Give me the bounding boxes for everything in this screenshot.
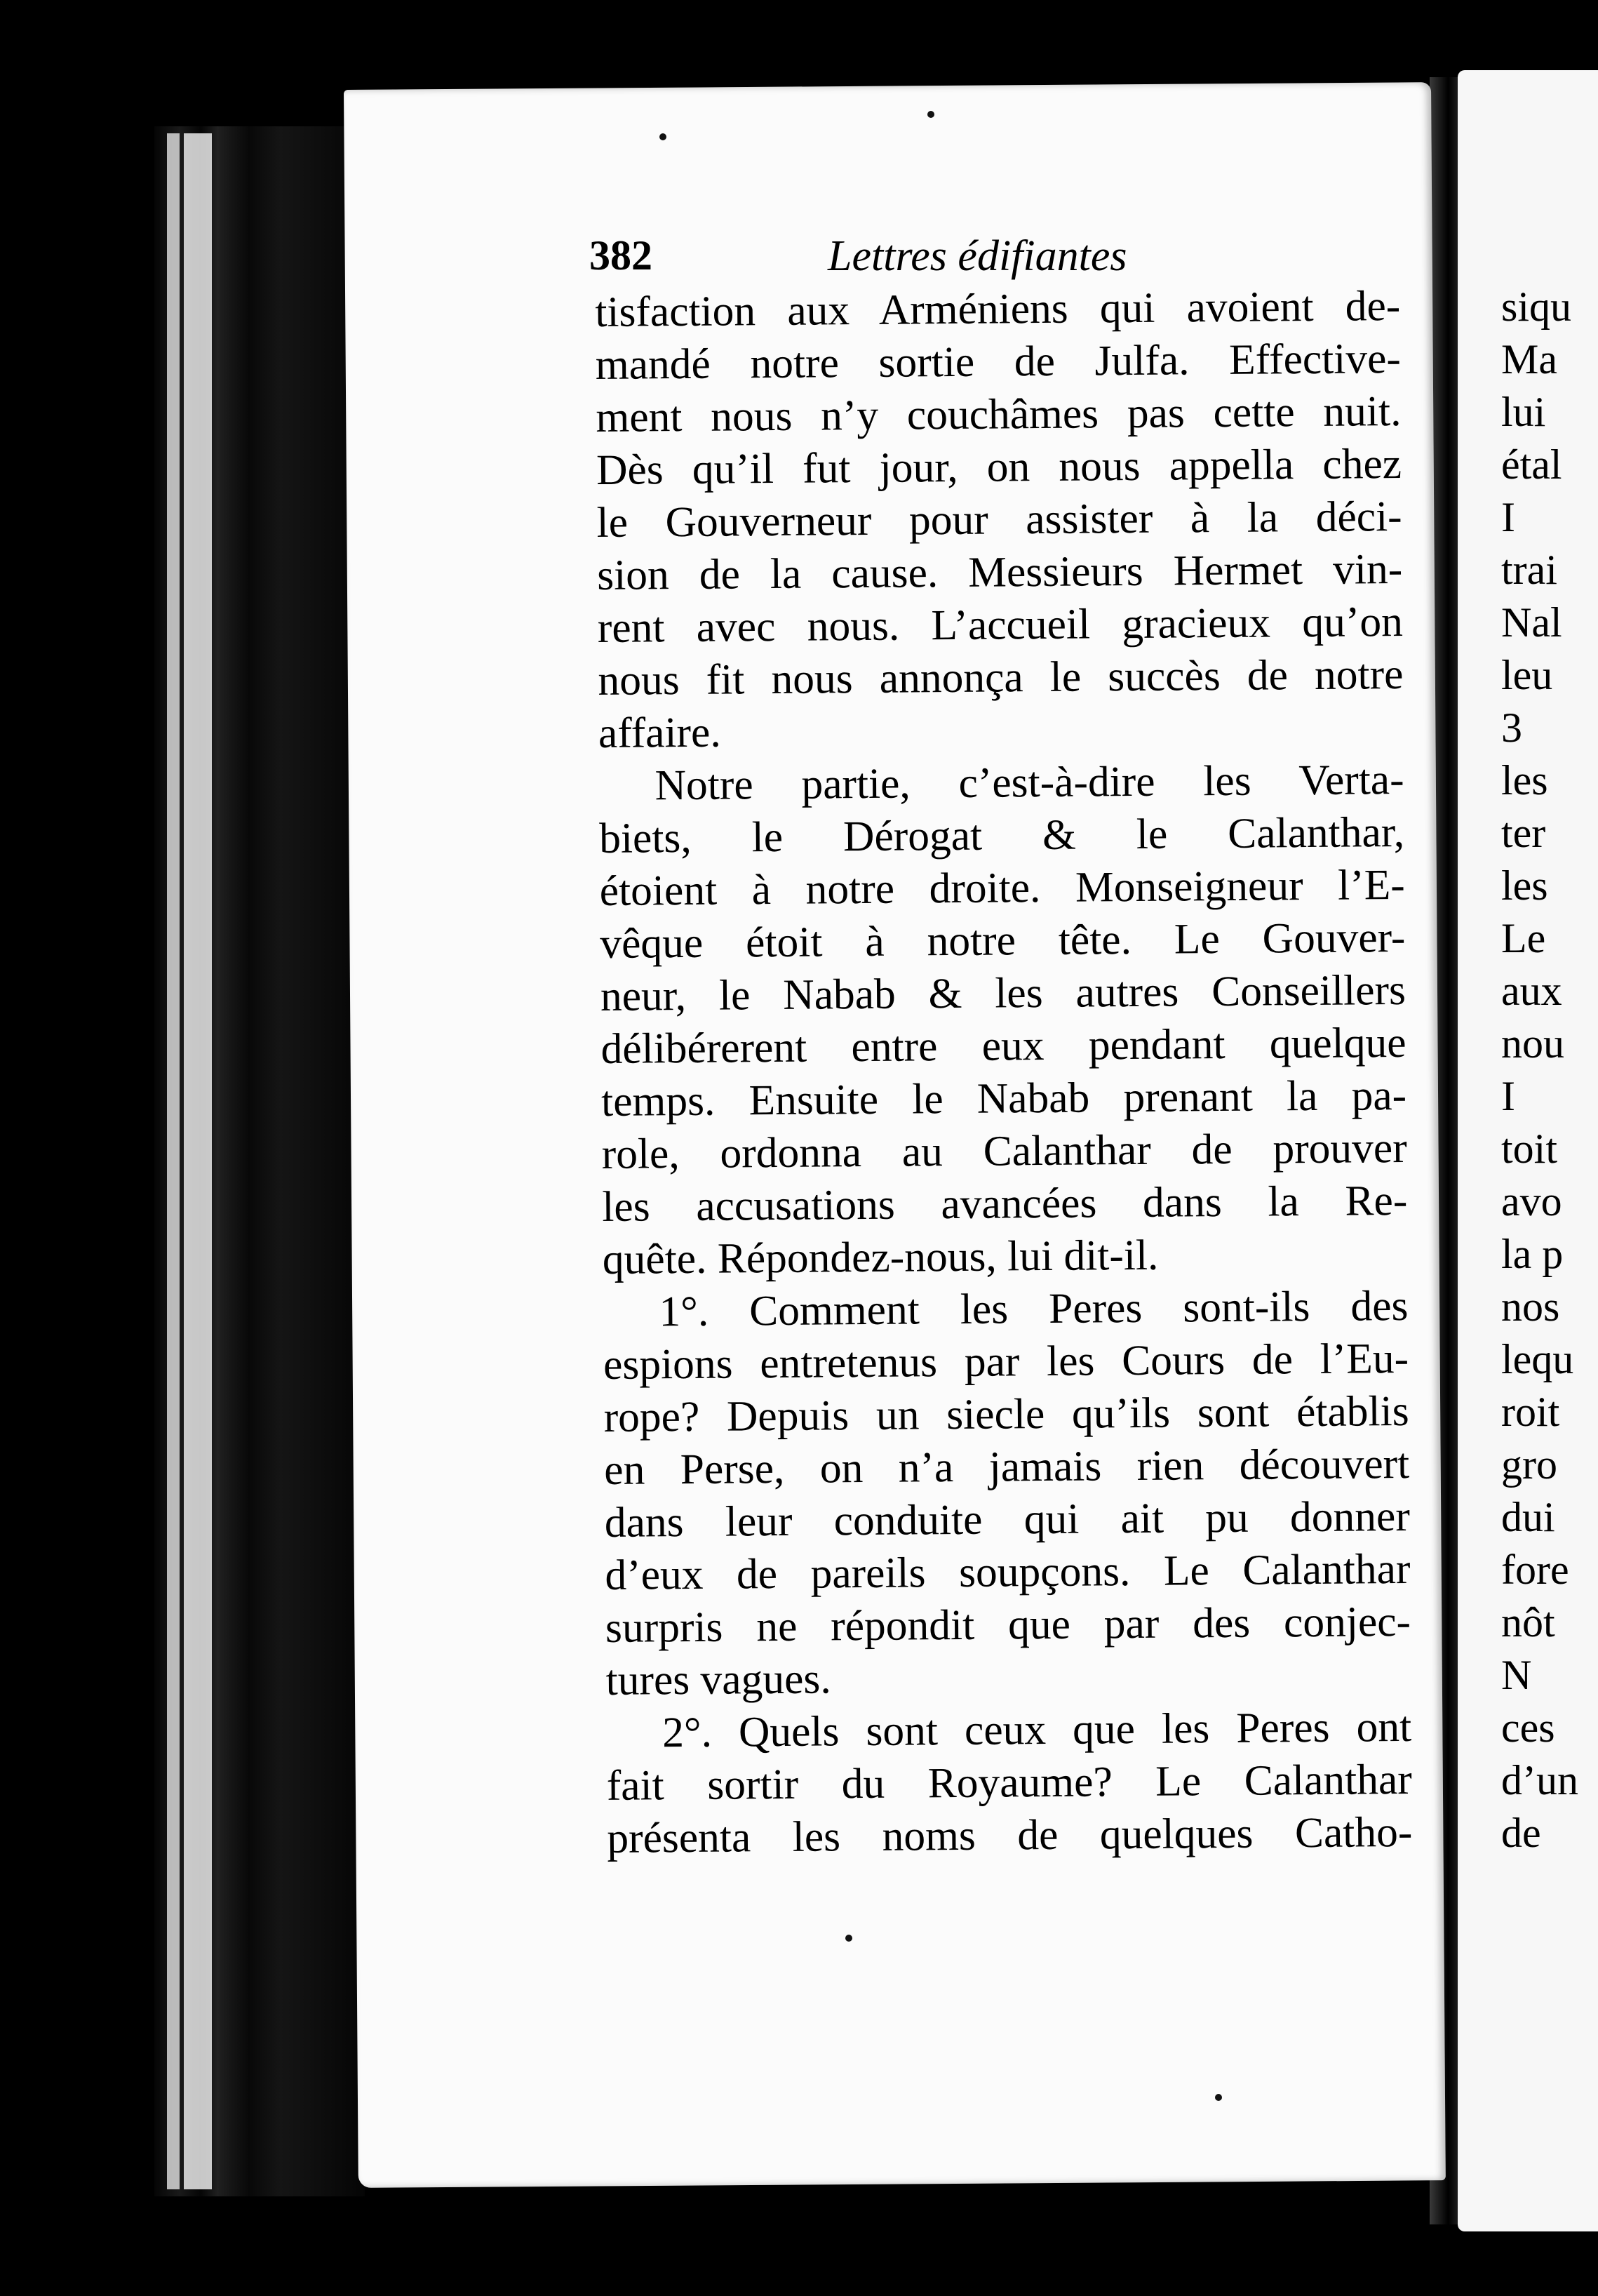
page-number: 382 (589, 232, 652, 279)
facing-page-fragment: aux (1501, 968, 1562, 1014)
text-line: le Gouverneur pour assister à la déci- (596, 492, 1402, 547)
text-line: ment nous n’y couchâmes pas cette nuit. (596, 387, 1402, 441)
facing-page-fragment: roit (1501, 1389, 1560, 1435)
text-line: les accusations avancées dans la Re- (602, 1176, 1408, 1231)
text-line: biets, le Dérogat & le Calanthar, (598, 808, 1405, 862)
facing-page-fragment: toit (1501, 1126, 1558, 1172)
text-line: fait sortir du Royaume? Le Calanthar (606, 1755, 1413, 1810)
facing-page-fragment: Ma (1501, 336, 1557, 382)
facing-page-fragment: fore (1501, 1547, 1569, 1593)
text-line: tures vagues. (605, 1655, 831, 1704)
facing-page-fragment: trai (1501, 547, 1557, 593)
facing-page-fragment: Le (1501, 915, 1546, 961)
text-line: 1°. Comment les Peres sont-ils des (659, 1281, 1409, 1336)
facing-page-fragment: avo (1501, 1178, 1562, 1224)
text-line: nous fit nous annonça le succès de notre (598, 650, 1404, 705)
text-line: Notre partie, c’est-à-dire les Verta- (654, 755, 1404, 810)
facing-page-fragment: ces (1501, 1704, 1555, 1751)
text-line: surpris ne répondit que par des conjec- (605, 1597, 1411, 1652)
text-line: tisfaction aux Arméniens qui avoient de- (595, 281, 1401, 336)
text-line: d’eux de pareils soupçons. Le Calanthar (605, 1544, 1411, 1599)
facing-page-fragment: I (1501, 494, 1515, 540)
text-line: présenta les noms de quelques Catho- (607, 1808, 1413, 1862)
text-line: rope? Depuis un siecle qu’ils sont établis (603, 1387, 1409, 1441)
page-edge-strip (184, 133, 212, 2189)
ink-speck (659, 133, 666, 140)
text-line: sion de la cause. Messieurs Hermet vin- (596, 545, 1403, 599)
ink-speck (927, 111, 934, 118)
text-line: rent avec nous. L’accueil gracieux qu’on (597, 597, 1404, 652)
text-line: role, ordonna au Calanthar de prouver (601, 1123, 1407, 1178)
text-line: espions entretenus par les Cours de l’Eu- (603, 1334, 1409, 1389)
page-body-text (595, 280, 1413, 1865)
text-line: mandé notre sortie de Julfa. Effective- (595, 334, 1402, 389)
text-line: 2°. Quels sont ceux que les Peres ont (662, 1702, 1412, 1757)
facing-page-fragment: étal (1501, 441, 1562, 488)
facing-page-fragment: nos (1501, 1283, 1560, 1330)
facing-page-fragment: N (1501, 1652, 1532, 1698)
facing-page-fragment: gro (1501, 1441, 1557, 1488)
facing-page-fragment: les (1501, 862, 1548, 909)
facing-page-fragment: Nal (1501, 599, 1562, 646)
facing-page-fragment: 3 (1501, 705, 1522, 751)
facing-page-fragment: ter (1501, 810, 1546, 856)
text-line: quête. Répondez-nous, lui dit-il. (602, 1231, 1159, 1283)
page-edge-strip (167, 133, 180, 2189)
facing-page-fragment: les (1501, 757, 1548, 803)
text-line: neur, le Nabab & les autres Conseillers (600, 966, 1406, 1020)
facing-page-fragment: la p (1501, 1231, 1564, 1277)
text-line: dans leur conduite qui ait pu donner (604, 1492, 1411, 1547)
facing-page-fragment: I (1501, 1073, 1515, 1119)
text-line: délibérerent entre eux pendant quelque (600, 1018, 1406, 1073)
facing-page-fragment: lui (1501, 389, 1546, 435)
text-line: affaire. (598, 708, 721, 757)
facing-page-fragment: nôt (1501, 1599, 1555, 1646)
running-title: Lettres édifiantes (828, 232, 1127, 280)
facing-page-fragment: siqu (1501, 283, 1572, 330)
facing-page-fragment: d’un (1501, 1757, 1578, 1803)
text-line: Dès qu’il fut jour, on nous appella chez (596, 439, 1402, 494)
facing-page-text (1501, 281, 1578, 1860)
facing-page-fragment: nou (1501, 1020, 1564, 1067)
facing-page-fragment: de (1501, 1810, 1541, 1856)
text-line: vêque étoit à notre tête. Le Gouver- (600, 913, 1406, 968)
text-line: étoient à notre droite. Monseigneur l’E- (599, 860, 1406, 915)
text-line: en Perse, on n’a jamais rien découvert (603, 1439, 1410, 1494)
ink-speck (845, 1935, 852, 1942)
facing-page-fragment: dui (1501, 1494, 1555, 1540)
text-line: temps. Ensuite le Nabab prenant la pa- (600, 1071, 1407, 1126)
ink-speck (1215, 2094, 1222, 2101)
facing-page-fragment: lequ (1501, 1336, 1574, 1382)
facing-page-fragment: leu (1501, 652, 1553, 698)
